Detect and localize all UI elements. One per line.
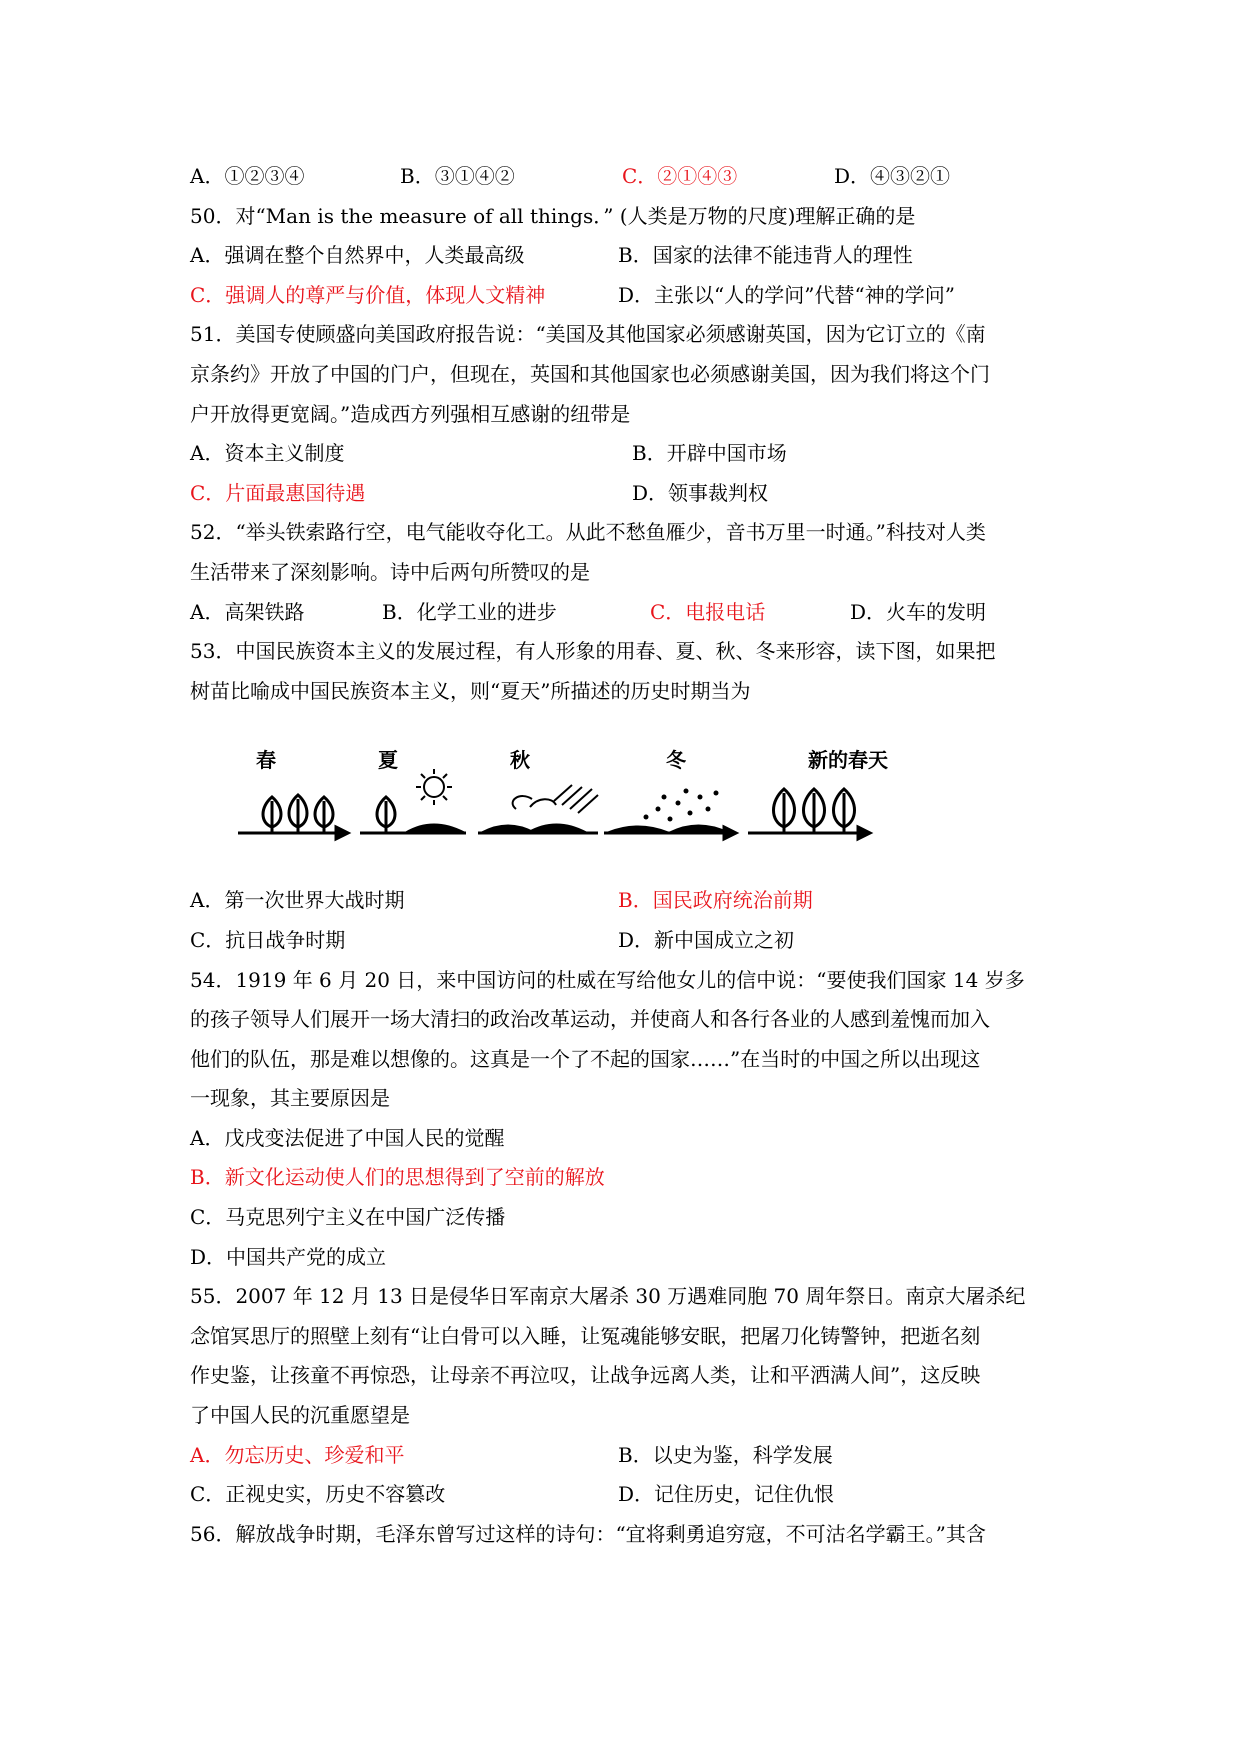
spring-tree-2-icon	[289, 795, 307, 833]
q53-options-row2	[190, 921, 1060, 961]
new-spring-tree-3-icon	[834, 789, 855, 833]
q50-option-c-answer[interactable]: C．强调人的尊严与价值，体现人文精神	[190, 282, 546, 307]
seasons-figure	[190, 711, 1060, 881]
q53-option-b-answer[interactable]: B．国民政府统治前期	[618, 888, 813, 913]
q55-options-row1	[190, 1436, 1060, 1476]
q53-option-d[interactable]: D．新中国成立之初	[618, 927, 795, 952]
q55-options-row2	[190, 1475, 1060, 1515]
q55-option-b[interactable]: B．以史为鉴，科学发展	[618, 1442, 833, 1467]
q56-stem-line1: 56．解放战争时期，毛泽东曾写过这样的诗句：“宜将剩勇追穷寇，不可沽名学霸王。”其含	[190, 1521, 986, 1546]
q51-option-d[interactable]: D．领事裁判权	[632, 480, 769, 505]
q53-option-a[interactable]: A．第一次世界大战时期	[190, 888, 405, 913]
q54-option-c[interactable]: C．马克思列宁主义在中国广泛传播	[190, 1205, 506, 1230]
q51-options-row1	[190, 434, 1060, 474]
q53-option-c[interactable]: C．抗日战争时期	[190, 927, 346, 952]
q55-option-d[interactable]: D．记住历史，记住仇恨	[618, 1482, 835, 1507]
q55-stem-line2: 念馆冥思厅的照壁上刻有“让白骨可以入睡，让冤魂能够安眠，把屠刀化铸警钟，把逝名刻	[190, 1323, 981, 1348]
label-autumn: 秋	[510, 748, 530, 773]
q49-option-d[interactable]: D．④③②①	[834, 164, 951, 188]
q52-stem-line1: 52．“举头铁索路行空，电气能收夺化工。从此不愁鱼雁少，音书万里一时通。”科技对人类	[190, 520, 986, 545]
new-spring-tree-1-icon	[774, 789, 795, 833]
snow-icon	[644, 789, 719, 822]
exam-page	[190, 157, 1060, 1554]
summer-panel	[360, 769, 466, 833]
q49-option-a[interactable]: A．①②③④	[190, 164, 305, 188]
sun-icon	[416, 769, 452, 805]
q52-option-c-answer[interactable]: C．电报电话	[650, 599, 766, 624]
q54-stem-line3: 他们的队伍，那是难以想像的。这真是一个了不起的国家……”在当时的中国之所以出现这	[190, 1046, 981, 1071]
label-spring: 春	[256, 748, 276, 773]
q49-option-c-answer[interactable]: C．②①④③	[622, 164, 738, 188]
q50-options-row1	[190, 236, 1060, 276]
q54-stem-line4: 一现象，其主要原因是	[190, 1086, 390, 1111]
q51-option-a[interactable]: A．资本主义制度	[190, 441, 345, 466]
q52-stem-line2: 生活带来了深刻影响。诗中后两句所赞叹的是	[190, 559, 590, 584]
q54-stem-line1: 54．1919 年 6 月 20 日，来中国访问的杜威在写给他女儿的信中说：“要使我们国家 14 岁多	[190, 967, 1025, 992]
winter-panel	[604, 789, 736, 840]
q50-option-a[interactable]: A．强调在整个自然界中，人类最高级	[190, 243, 525, 268]
label-new-spring: 新的春天	[808, 748, 888, 773]
q50-option-d[interactable]: D．主张以“人的学问”代替“神的学问”	[618, 282, 955, 307]
q55-stem-line1: 55．2007 年 12 月 13 日是侵华日军南京大屠杀 30 万遇难同胞 70 周年祭日。南京大屠杀纪	[190, 1284, 1026, 1309]
q55-stem-line3: 作史鉴，让孩童不再惊恐，让母亲不再泣叹，让战争远离人类，让和平洒满人间”，这反映	[190, 1363, 981, 1388]
spring-panel	[238, 795, 348, 839]
q50-options-row2	[190, 276, 1060, 316]
wind-icon	[513, 785, 598, 813]
q52-option-d[interactable]: D．火车的发明	[850, 599, 987, 624]
q51-stem-line3: 户开放得更宽阔。”造成西方列强相互感谢的纽带是	[190, 401, 631, 426]
q50-option-b[interactable]: B．国家的法律不能违背人的理性	[618, 243, 913, 268]
q54-option-a[interactable]: A．戊戌变法促进了中国人民的觉醒	[190, 1125, 505, 1150]
summer-tree-icon	[377, 797, 395, 833]
q55-option-c[interactable]: C．正视史实，历史不容篡改	[190, 1482, 446, 1507]
seasons-illustration	[238, 731, 958, 851]
q55-option-a-answer[interactable]: A．勿忘历史、珍爱和平	[190, 1442, 405, 1467]
q53-stem-line1: 53．中国民族资本主义的发展过程，有人形象的用春、夏、秋、冬来形容，读下图，如果把	[190, 639, 996, 664]
q53-stem-line2: 树苗比喻成中国民族资本主义，则“夏天”所描述的历史时期当为	[190, 678, 751, 703]
spring-tree-1-icon	[263, 797, 281, 833]
q51-stem-line1: 51．美国专使顾盛向美国政府报告说：“美国及其他国家必须感谢英国，因为它订立的《南	[190, 322, 986, 347]
q51-options-row2	[190, 474, 1060, 514]
q52-option-b[interactable]: B．化学工业的进步	[382, 599, 557, 624]
new-spring-tree-2-icon	[804, 789, 825, 833]
q52-option-a[interactable]: A．高架铁路	[190, 599, 305, 624]
q50-stem: 50．对“Man is the measure of all things．” (人类是万物的尺度)理解正确的是	[190, 203, 916, 228]
q53-options-row1	[190, 881, 1060, 921]
label-winter: 冬	[666, 748, 686, 773]
q55-stem-line4: 了中国人民的沉重愿望是	[190, 1403, 410, 1428]
autumn-panel	[478, 785, 598, 833]
q54-option-d[interactable]: D．中国共产党的成立	[190, 1244, 387, 1269]
q51-option-c-answer[interactable]: C．片面最惠国待遇	[190, 480, 366, 505]
q51-option-b[interactable]: B．开辟中国市场	[632, 441, 787, 466]
label-summer: 夏	[378, 748, 398, 773]
q54-stem-line2: 的孩子领导人们展开一场大清扫的政治改革运动，并使商人和各行各业的人感到羞愧而加入	[190, 1007, 990, 1032]
q49-option-b[interactable]: B．③①④②	[400, 164, 515, 188]
q52-options	[190, 593, 1060, 633]
new-spring-panel	[748, 789, 870, 839]
q54-option-b-answer[interactable]: B．新文化运动使人们的思想得到了空前的解放	[190, 1165, 605, 1190]
q51-stem-line2: 京条约》开放了中国的门户，但现在，英国和其他国家也必须感谢美国，因为我们将这个门	[190, 361, 990, 386]
q49-options	[190, 157, 1060, 197]
spring-tree-3-icon	[315, 797, 333, 833]
